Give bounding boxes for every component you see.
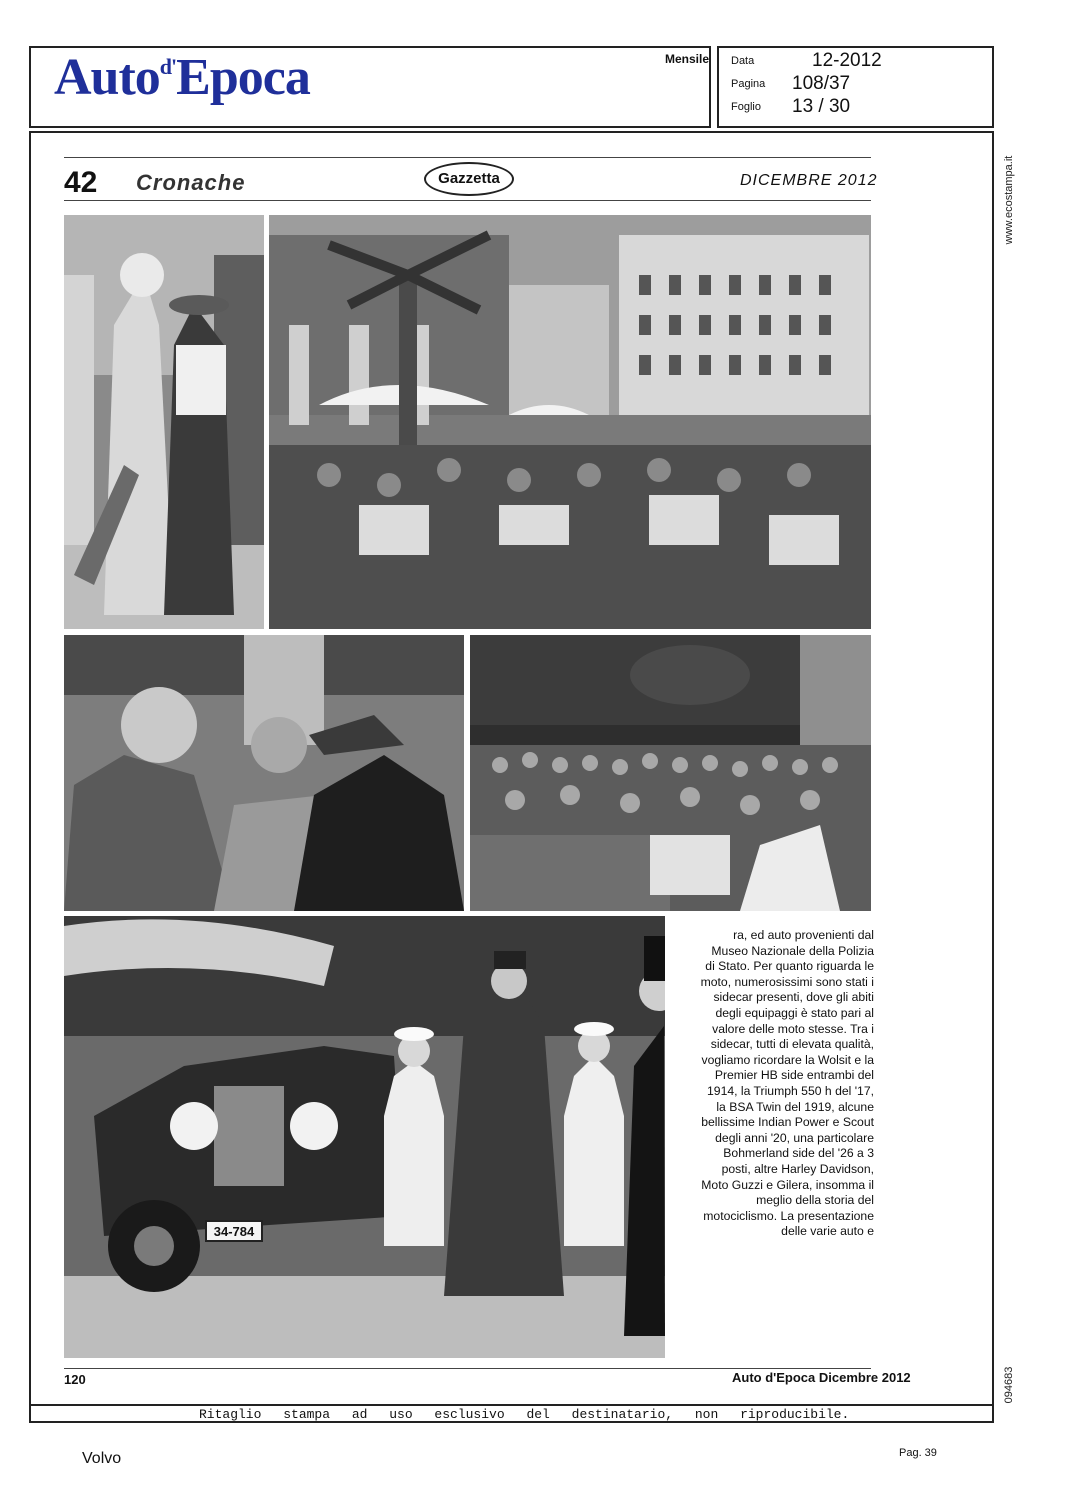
magazine-page-number: 42 (64, 166, 98, 199)
website-vertical: www.ecostampa.it (1003, 155, 1015, 245)
article-body-text: ra, ed auto provenienti dal Museo Nazionale della Polizia di Stato. Per quanto riguarda le moto, numerosissimi sono stati i sidecar presenti, dove gli abiti degli equipaggi è stato pari al valore delle moto stesse. Tra i sidecar, tutti di elevata qualità, vogliamo ricordare la Wolsit e la Premier HB side entrambi del 1914, la Triumph 550 h del '17, la BSA Twin del 1919, alcune bellissime Indian Power e Scout degli anni '20, una particolare Bohmerland side del '26 a 3 posti, altre Harley Davidson, Moto Guzzi e Gilera, insomma il meglio della storia del motociclismo. La presentazione delle varie auto e (700, 928, 874, 1239)
magazine-footer-title: Auto d'Epoca Dicembre 2012 (732, 1370, 911, 1385)
magazine-header-rule (64, 200, 871, 201)
gazzetta-badge: Gazzetta (424, 162, 514, 196)
client-name: Volvo (82, 1450, 122, 1467)
foglio-value: 13 / 30 (792, 96, 851, 117)
reproduction-notice: Ritaglio stampa ad uso esclusivo del destinatario, non riproducibile. (199, 1407, 850, 1422)
magazine-folio: 120 (64, 1372, 86, 1387)
magazine-bottom-rule (64, 1368, 871, 1369)
pagina-value: 108/37 (792, 73, 851, 94)
magazine-top-rule (64, 157, 871, 158)
foglio-label: Foglio (731, 101, 761, 113)
magazine-issue-date: DICEMBRE 2012 (740, 172, 878, 189)
photo-audience (470, 635, 871, 911)
data-label: Data (731, 55, 755, 67)
magazine-section-title: Cronache (136, 170, 246, 195)
photo-period-ladies (64, 215, 264, 629)
page-indicator: Pag. 39 (899, 1447, 937, 1459)
photo-uniformed-men (64, 635, 464, 911)
photo-vintage-car-family (64, 916, 665, 1358)
frequency-label: Mensile (665, 52, 710, 66)
data-value: 12-2012 (812, 50, 882, 71)
code-vertical: 094683 (1003, 1366, 1015, 1404)
publication-logo: Auto$^{d'}$Epoca (54, 49, 310, 106)
pagina-label: Pagina (731, 78, 766, 90)
photo-piazza-dinner (269, 215, 871, 629)
notice-bar (29, 1404, 994, 1423)
license-plate: 34-784 (213, 1224, 255, 1239)
